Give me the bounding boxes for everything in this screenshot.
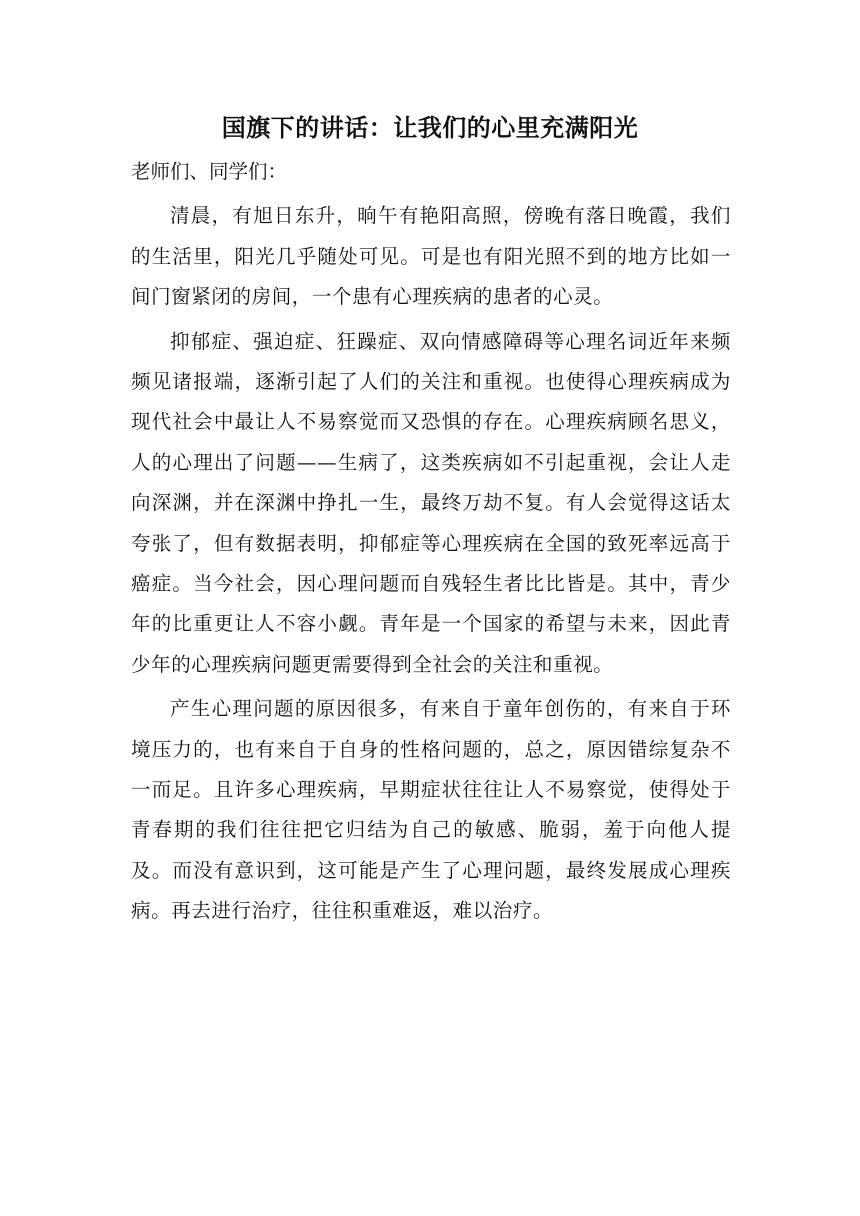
paragraph-1: 清晨，有旭日东升，晌午有艳阳高照，傍晚有落日晚霞，我们的生活里，阳光几乎随处可见。可是也有阳光照不到的地方比如一间门窗紧闭的房间，一个患有心理疾病的患者的心灵。 — [131, 204, 731, 309]
paragraph-2: 抑郁症、强迫症、狂躁症、双向情感障碍等心理名词近年来频频见诸报端，逐渐引起了人们的关注和重视。也使得心理疾病成为现代社会中最让人不易察觉而又恐惧的存在。心理疾病顾名思义，人的心理出了问题——生病了，这类疾病如不引起重视，会让人走向深渊，并在深渊中挣扎一生，最终万劫不复。有人会觉得这话太夸张了，但有数据表明，抑郁症等心理疾病在全国的致死率远高于癌症。当今社会，因心理问题而自残轻生者比比皆是。其中，青少年的比重更让人不容小觑。青年是一个国家的希望与未来，因此青少年的心理疾病问题更需要得到全社会的关注和重视。 — [131, 329, 731, 676]
salutation: 老师们、同学们： — [131, 160, 288, 183]
paragraph-3: 产生心理问题的原因很多，有来自于童年创伤的，有来自于环境压力的，也有来自于自身的性格问题的，总之，原因错综复杂不一而足。且许多心理疾病，早期症状往往让人不易察觉，使得处于青春期的我们往往把它归结为自己的敏感、脆弱，羞于向他人提及。而没有意识到，这可能是产生了心理问题，最终发展成心理疾病。再去进行治疗，往往积重难返，难以治疗。 — [131, 697, 731, 923]
document-title: 国旗下的讲话：让我们的心里充满阳光 — [221, 114, 639, 142]
document-body — [131, 152, 731, 932]
